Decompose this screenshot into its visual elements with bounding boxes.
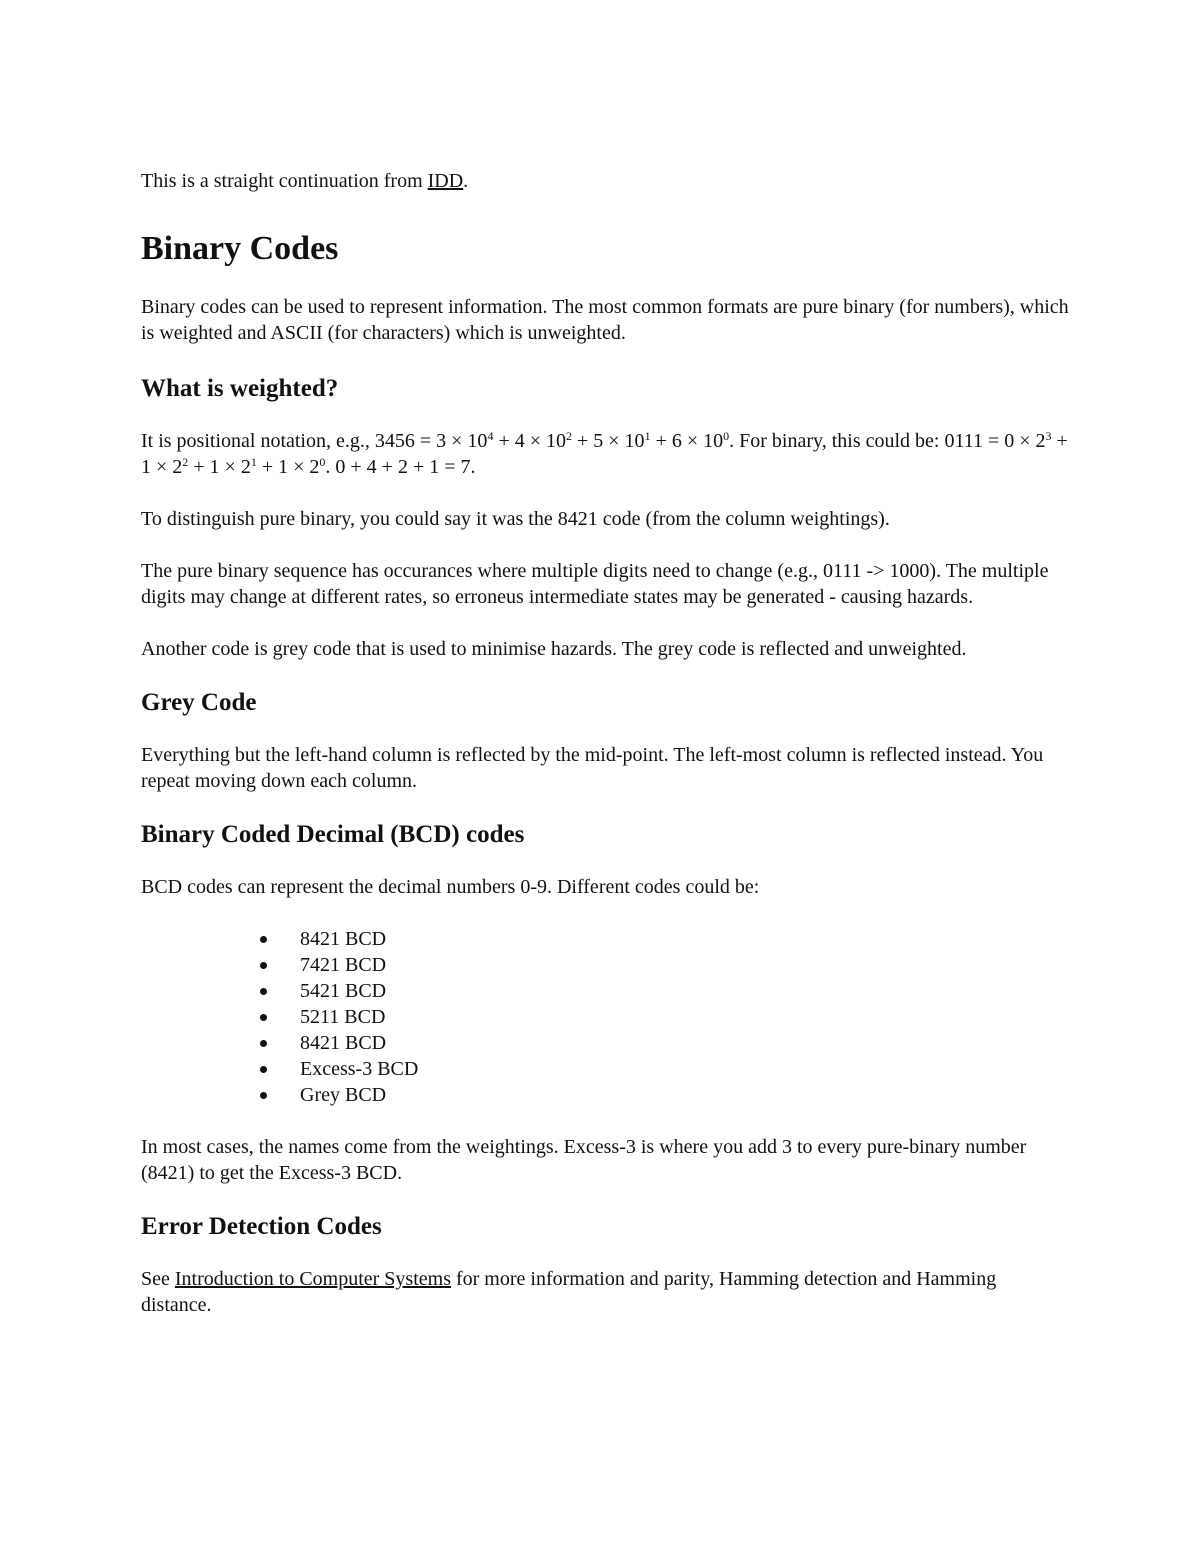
grey-code-heading: Grey Code [141,689,257,716]
weighted-heading: What is weighted? [141,375,339,402]
error-detection-heading: Error Detection Codes [141,1213,382,1240]
list-item: Grey BCD [300,1082,1071,1108]
bcd-intro-paragraph: BCD codes can represent the decimal numbers 0-9. Different codes could be: [141,876,760,898]
distinguish-paragraph: To distinguish pure binary, you could say it was the 8421 code (from the column weightings). [141,508,890,530]
error-detection-paragraph [141,1266,1071,1318]
list-item: 8421 BCD [300,926,1071,952]
exponent: 2 [566,429,572,443]
positional-text-9: . 0 + 4 + 2 + 1 = 7. [325,456,476,478]
error-text-before: See [141,1268,175,1290]
bcd-list [141,926,1071,1108]
exponent: 3 [1045,429,1052,443]
intro-text: This is a straight continuation from [141,170,428,192]
page-title: Binary Codes [141,230,339,267]
intro-paragraph [141,168,1071,194]
exponent: 0 [723,429,730,443]
hazards-paragraph: The pure binary sequence has occurances where multiple digits need to change (e.g., 0111 -> 1000). The multiple digits may change at different rates, so erroneus intermediate states may be generated - causing hazards. [141,560,1049,608]
list-item: 8421 BCD [300,1030,1071,1056]
intro-computer-systems-link[interactable]: Introduction to Computer Systems [174,1268,451,1290]
idd-link[interactable]: IDD [427,170,464,192]
error-text-after: for more information and parity, Hamming detection and Hamming distance. [141,1268,997,1316]
positional-text-7: + 1 × 2 [188,456,251,478]
intro-end: . [463,170,469,192]
positional-text-1: It is positional notation, e.g., 3456 = 3 × 10 [141,430,488,452]
positional-text-8: + 1 × 2 [256,456,320,478]
grey-intro-paragraph: Another code is grey code that is used to minimise hazards. The grey code is reflected and unweighted. [141,638,967,660]
positional-text-6: + 1 × 2 [141,430,1068,478]
positional-text-2: + 4 × 10 [493,430,566,452]
exponent: 1 [250,455,257,469]
list-item: 7421 BCD [300,952,1071,978]
binary-intro-paragraph: Binary codes can be used to represent information. The most common formats are pure binary (for numbers), which is weighted and ASCII (for characters) which is unweighted. [141,296,1069,344]
positional-notation-paragraph [141,428,1071,480]
document-body [141,168,1071,1318]
exponent: 0 [319,455,326,469]
list-item: 5211 BCD [300,1004,1071,1030]
grey-code-paragraph: Everything but the left-hand column is reflected by the mid-point. The left-most column is reflected instead. You repeat moving down each column. [141,744,1044,792]
list-item: 5421 BCD [300,978,1071,1004]
list-item: Excess-3 BCD [300,1056,1071,1082]
exponent: 4 [487,429,494,443]
positional-text-3: + 5 × 10 [572,430,645,452]
bcd-outro-paragraph: In most cases, the names come from the weightings. Excess-3 is where you add 3 to every pure-binary number (8421) to get the Excess-3 BCD. [141,1136,1027,1184]
positional-text-4: + 6 × 10 [650,430,724,452]
positional-text-5: . For binary, this could be: 0111 = 0 × 2 [729,430,1046,452]
exponent: 2 [182,455,189,469]
bcd-heading: Binary Coded Decimal (BCD) codes [141,821,525,848]
exponent: 1 [644,429,651,443]
